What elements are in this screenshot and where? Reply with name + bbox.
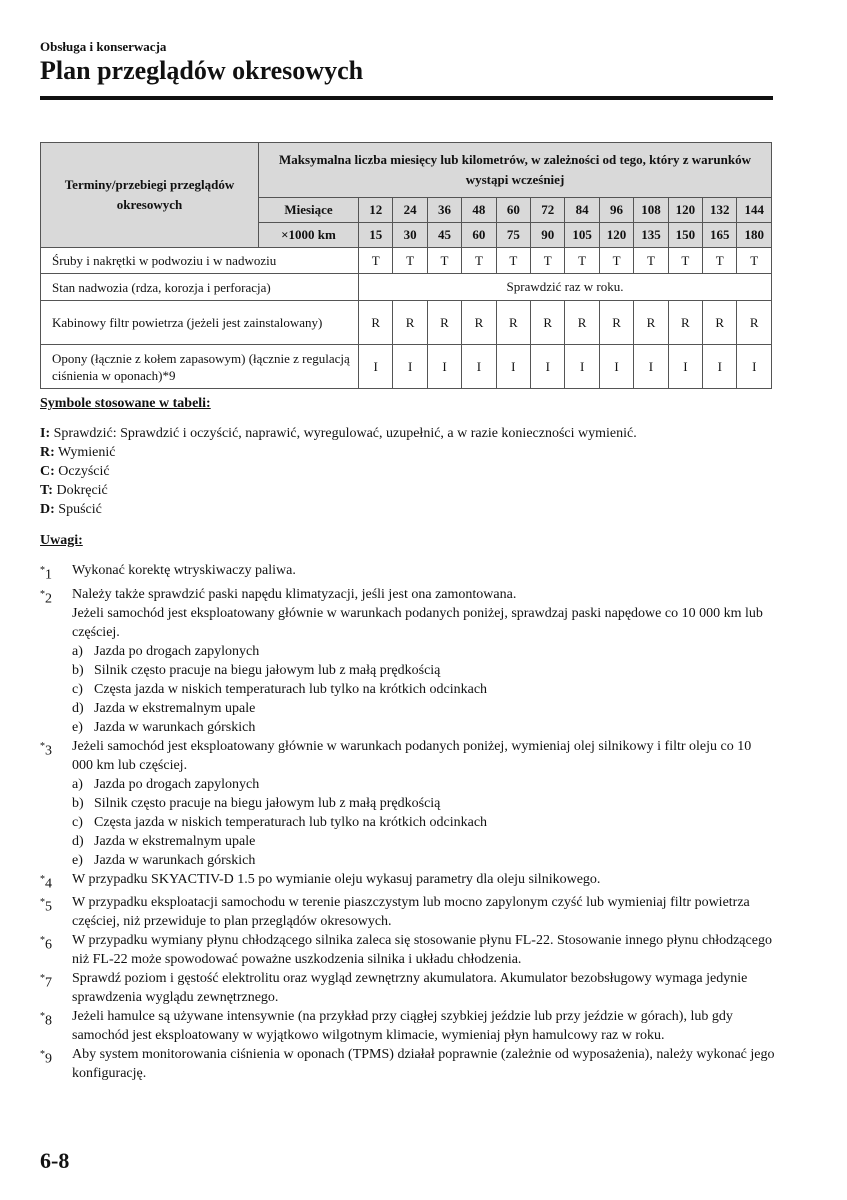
note-text: Jeżeli samochód jest eksploatowany głównie w warunkach podanych poniżej, sprawdzaj paski napędowe co 10 000 km lub częściej. bbox=[72, 605, 763, 640]
note-subitem: d) Jazda w ekstremalnym upale bbox=[72, 833, 256, 849]
legend-item: R: Wymienić bbox=[40, 445, 116, 460]
note-subitem: d) Jazda w ekstremalnym upale bbox=[72, 700, 256, 716]
km-header: 30 bbox=[393, 223, 427, 248]
note-subitem: b) Silnik często pracuje na biegu jałowym lub z małą prędkością bbox=[72, 795, 441, 811]
note-text: W przypadku wymiany płynu chłodzącego silnika zaleca się stosowanie płynu FL-22. Stosowanie innego płynu chłodzącego niż FL-22 może spowodować poważne uszkodzenia silnika i układu chłodzenia. bbox=[72, 933, 772, 968]
note-subitem: b) Silnik często pracuje na biegu jałowym lub z małą prędkością bbox=[72, 662, 441, 678]
title-rule bbox=[40, 96, 773, 100]
table-cell: I bbox=[599, 345, 633, 389]
month-header: 132 bbox=[703, 198, 737, 223]
note-item bbox=[40, 870, 775, 894]
km-header: 90 bbox=[531, 223, 565, 248]
table-cell: T bbox=[634, 248, 668, 274]
note-marker: *5 bbox=[40, 897, 52, 915]
table-cell: I bbox=[393, 345, 427, 389]
table-cell: T bbox=[427, 248, 461, 274]
month-header: 60 bbox=[496, 198, 530, 223]
note-marker: *7 bbox=[40, 973, 52, 991]
table-cell: I bbox=[427, 345, 461, 389]
corner-header: Terminy/przebiegi przeglądów okresowych bbox=[41, 143, 259, 248]
month-header: 108 bbox=[634, 198, 668, 223]
km-header: 45 bbox=[427, 223, 461, 248]
table-cell: I bbox=[565, 345, 599, 389]
table-cell: R bbox=[599, 301, 633, 345]
note-text: Aby system monitorowania ciśnienia w oponach (TPMS) działał poprawnie (zależnie od wyposażenia), należy wykonać jego konfigurację. bbox=[72, 1047, 775, 1082]
section-label: Obsługa i konserwacja bbox=[40, 39, 167, 54]
km-header: 105 bbox=[565, 223, 599, 248]
table-cell: T bbox=[565, 248, 599, 274]
km-header: 15 bbox=[359, 223, 393, 248]
note-marker: *1 bbox=[40, 565, 52, 583]
note-subitem: e) Jazda w warunkach górskich bbox=[72, 852, 256, 868]
note-item bbox=[40, 1007, 775, 1045]
table-cell: T bbox=[496, 248, 530, 274]
table-cell: I bbox=[462, 345, 496, 389]
note-text: Wykonać korektę wtryskiwaczy paliwa. bbox=[72, 563, 296, 578]
note-item bbox=[40, 737, 775, 870]
table-cell: R bbox=[565, 301, 599, 345]
table-cell: R bbox=[427, 301, 461, 345]
note-subitem: a) Jazda po drogach zapylonych bbox=[72, 643, 260, 659]
note-marker: *2 bbox=[40, 588, 52, 607]
legend bbox=[40, 424, 637, 519]
maintenance-table bbox=[40, 142, 772, 389]
note-marker: *6 bbox=[40, 935, 52, 953]
month-header: 24 bbox=[393, 198, 427, 223]
table-cell: R bbox=[496, 301, 530, 345]
table-cell: T bbox=[737, 248, 772, 274]
note-subitem: e) Jazda w warunkach górskich bbox=[72, 719, 256, 735]
km-header: 165 bbox=[703, 223, 737, 248]
note-item bbox=[40, 969, 775, 1007]
table-cell: I bbox=[703, 345, 737, 389]
note-text: W przypadku eksploatacji samochodu w terenie piaszczystym lub mocno zapylonym czyść lub wymieniaj filtr powietrza częściej, niż przewiduje to plan przeglądów okresowych. bbox=[72, 895, 750, 930]
table-cell: T bbox=[703, 248, 737, 274]
table-cell: T bbox=[393, 248, 427, 274]
table-cell: R bbox=[531, 301, 565, 345]
table-cell: I bbox=[359, 345, 393, 389]
table-cell: I bbox=[496, 345, 530, 389]
note-item bbox=[40, 1045, 775, 1083]
month-header: 96 bbox=[599, 198, 633, 223]
note-marker: *4 bbox=[40, 873, 52, 892]
month-header: 120 bbox=[668, 198, 702, 223]
span-cell: Sprawdzić raz w roku. bbox=[359, 274, 772, 301]
notes-list bbox=[40, 561, 775, 1083]
legend-item: D: Spuścić bbox=[40, 502, 102, 517]
page-title: Plan przeglądów okresowych bbox=[40, 56, 364, 85]
row-label: Opony (łącznie z kołem zapasowym) (łącznie z regulacją ciśnienia w oponach)*9 bbox=[41, 345, 359, 389]
km-header: 75 bbox=[496, 223, 530, 248]
table-cell: I bbox=[531, 345, 565, 389]
row-label: Kabinowy filtr powietrza (jeżeli jest zainstalowany) bbox=[41, 301, 359, 345]
notes-title: Uwagi: bbox=[40, 533, 83, 548]
month-header: 72 bbox=[531, 198, 565, 223]
table-cell: R bbox=[668, 301, 702, 345]
month-header: 12 bbox=[359, 198, 393, 223]
table-cell: I bbox=[737, 345, 772, 389]
km-header: 120 bbox=[599, 223, 633, 248]
month-header: 84 bbox=[565, 198, 599, 223]
note-marker: *8 bbox=[40, 1011, 52, 1029]
table-cell: T bbox=[668, 248, 702, 274]
table-cell: R bbox=[634, 301, 668, 345]
table-cell: T bbox=[599, 248, 633, 274]
table-cell: I bbox=[634, 345, 668, 389]
km-header: 135 bbox=[634, 223, 668, 248]
legend-item: C: Oczyścić bbox=[40, 464, 110, 479]
legend-item: I: Sprawdzić: Sprawdzić i oczyścić, naprawić, wyregulować, uzupełnić, a w razie konieczności wymienić. bbox=[40, 426, 637, 441]
table-cell: I bbox=[668, 345, 702, 389]
legend-item: T: Dokręcić bbox=[40, 483, 108, 498]
note-subitem: a) Jazda po drogach zapylonych bbox=[72, 776, 260, 792]
months-label: Miesiące bbox=[259, 198, 359, 223]
table-cell: T bbox=[462, 248, 496, 274]
table-cell: R bbox=[462, 301, 496, 345]
row-label: Stan nadwozia (rdza, korozja i perforacja) bbox=[41, 274, 359, 301]
note-text: Należy także sprawdzić paski napędu klimatyzacji, jeśli jest ona zamontowana. bbox=[72, 586, 517, 602]
note-text: Jeżeli hamulce są używane intensywnie (na przykład przy ciągłej szybkiej jeździe lub przy jeździe w górach), lub gdy samochód jest eksploatowany w wyjątkowo wilgotnym klimacie, wymieniaj płyn hamulcowy raz w roku. bbox=[72, 1009, 733, 1044]
note-text: W przypadku SKYACTIV-D 1.5 po wymianie oleju wykasuj parametry dla oleju silnikowego. bbox=[72, 871, 601, 887]
table-cell: R bbox=[359, 301, 393, 345]
note-text: Jeżeli samochód jest eksploatowany głównie w warunkach podanych poniżej, wymieniaj olej silnikowy i filtr oleju co 10 000 km lub częściej. bbox=[72, 738, 752, 773]
top-header: Maksymalna liczba miesięcy lub kilometrów, w zależności od tego, który z warunków wystąpi wcześniej bbox=[259, 143, 772, 198]
note-item bbox=[40, 585, 775, 737]
note-subitem: c) Częsta jazda w niskich temperaturach lub tylko na krótkich odcinkach bbox=[72, 814, 488, 830]
note-item bbox=[40, 893, 775, 931]
note-item bbox=[40, 931, 775, 969]
km-header: 60 bbox=[462, 223, 496, 248]
note-marker: *9 bbox=[40, 1049, 52, 1067]
table-cell: R bbox=[703, 301, 737, 345]
table-cell: R bbox=[737, 301, 772, 345]
month-header: 36 bbox=[427, 198, 461, 223]
note-text: Sprawdź poziom i gęstość elektrolitu oraz wygląd zewnętrzny akumulatora. Akumulator bezobsługowy wymaga jedynie sprawdzenia wyglądu zewnętrznego. bbox=[72, 971, 748, 1006]
legend-title: Symbole stosowane w tabeli: bbox=[40, 396, 211, 411]
km-header: 150 bbox=[668, 223, 702, 248]
table-cell: R bbox=[393, 301, 427, 345]
km-label: ×1000 km bbox=[259, 223, 359, 248]
table-cell: T bbox=[359, 248, 393, 274]
month-header: 144 bbox=[737, 198, 772, 223]
page-number: 6-8 bbox=[40, 1148, 70, 1173]
month-header: 48 bbox=[462, 198, 496, 223]
note-marker: *3 bbox=[40, 740, 52, 759]
table-cell: T bbox=[531, 248, 565, 274]
note-subitem: c) Częsta jazda w niskich temperaturach lub tylko na krótkich odcinkach bbox=[72, 681, 488, 697]
row-label: Śruby i nakrętki w podwoziu i w nadwoziu bbox=[41, 248, 359, 274]
note-item bbox=[40, 561, 775, 585]
km-header: 180 bbox=[737, 223, 772, 248]
